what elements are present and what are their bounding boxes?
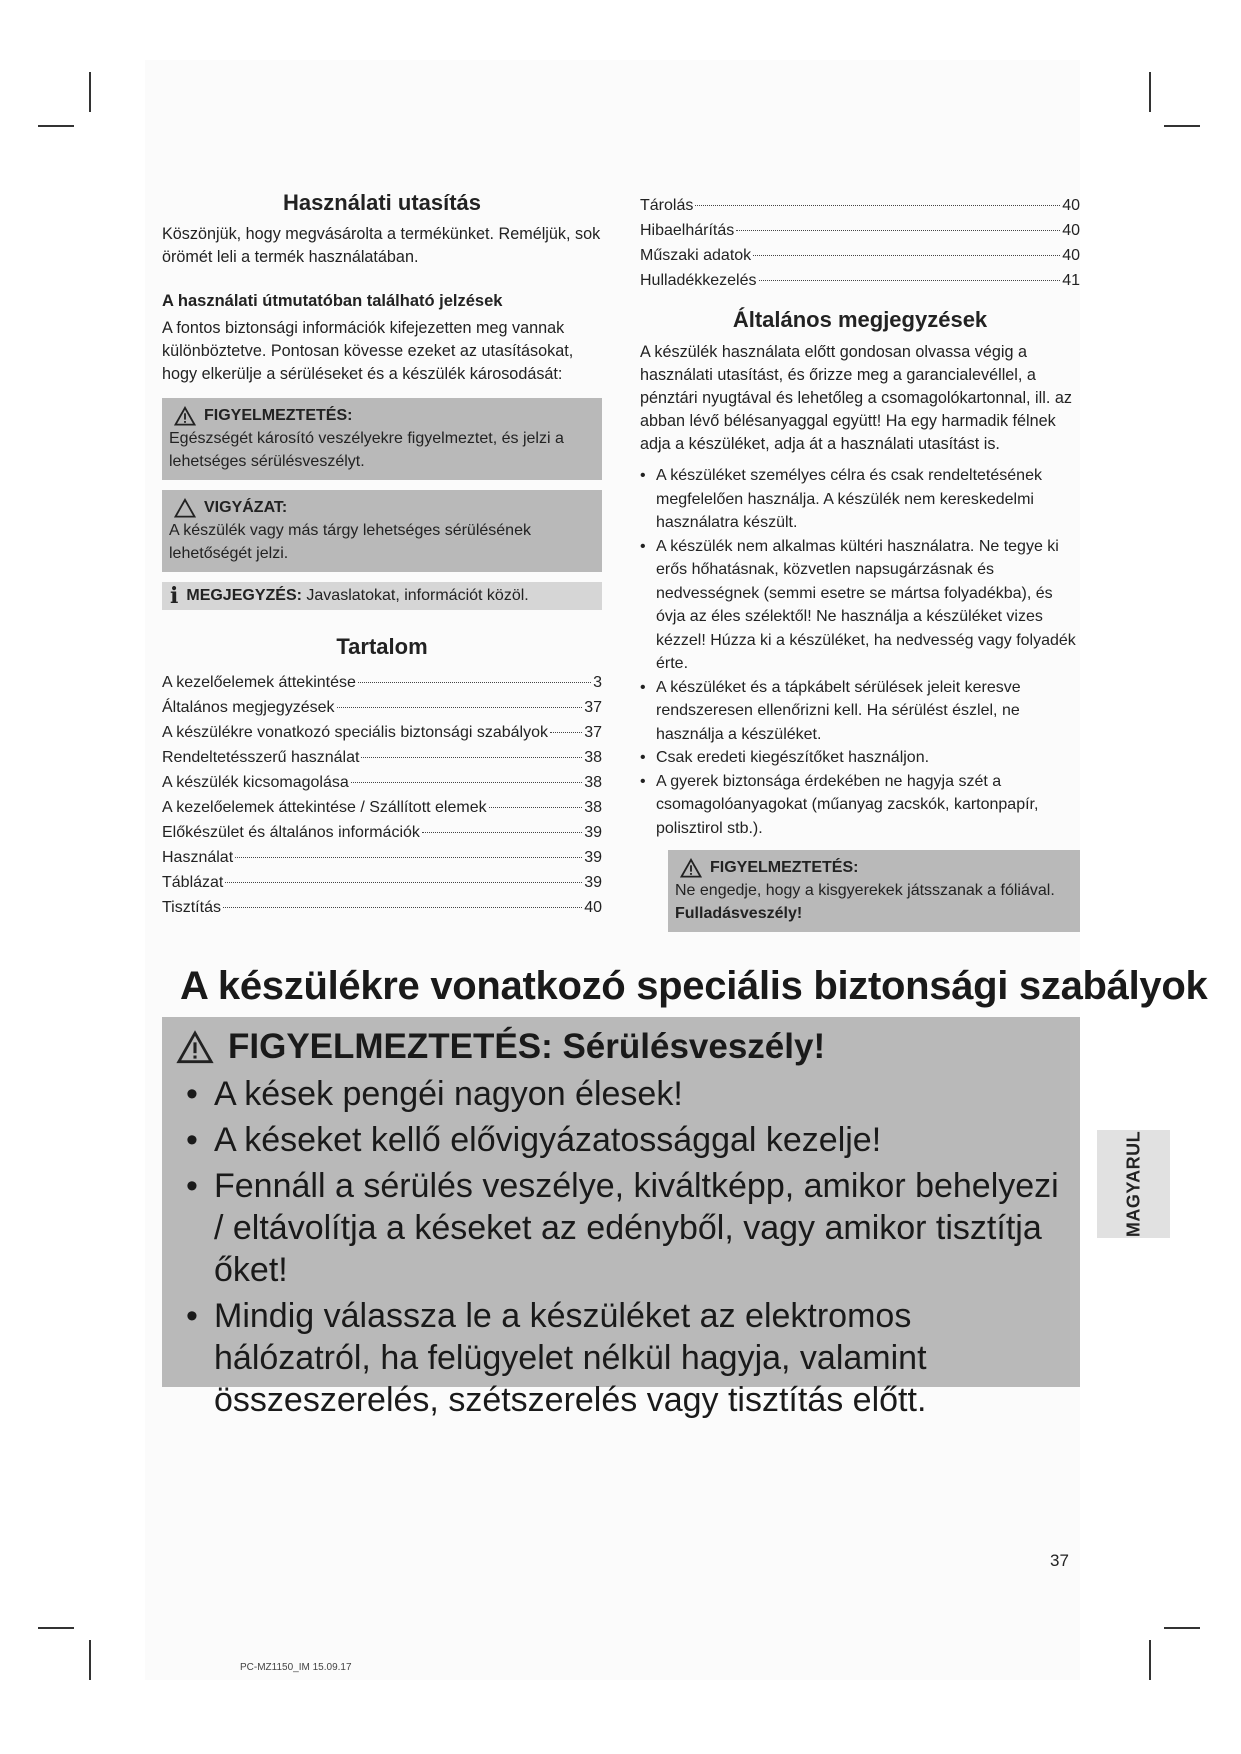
page-number: 37 bbox=[1050, 1551, 1069, 1570]
warning-text: Ne engedje, hogy a kisgyerekek játsszanak a fóliával. bbox=[675, 882, 1055, 899]
toc-entry-page: 38 bbox=[584, 799, 602, 816]
note-text: Javaslatokat, információt közöl. bbox=[306, 587, 529, 604]
warning-emphasis: Fulladásveszély! bbox=[675, 905, 803, 922]
toc-entry-page: 40 bbox=[1062, 222, 1080, 239]
toc-entry bbox=[162, 720, 602, 745]
toc-entry-page: 39 bbox=[584, 849, 602, 866]
footer-code: PC-MZ1150_IM 15.09.17 bbox=[240, 1662, 352, 1673]
toc-entry-title: Műszaki adatok bbox=[640, 247, 752, 264]
toc-entry-title: A készülék kicsomagolása bbox=[162, 774, 349, 791]
toc-entry-page: 39 bbox=[584, 824, 602, 841]
crop-mark bbox=[89, 1640, 91, 1680]
toc-entry bbox=[640, 243, 1080, 268]
left-column bbox=[162, 190, 602, 920]
table-of-contents bbox=[162, 670, 602, 920]
toc-entry-title: Használat bbox=[162, 849, 234, 866]
toc-entry-title: Általános megjegyzések bbox=[162, 699, 335, 716]
list-item: • Csak eredeti kiegészítőket használjon. bbox=[640, 746, 1080, 770]
warning-text: Egészségét károsító veszélyekre figyelmeztet, és jelzi a lehetséges sérülésveszélyt. bbox=[169, 430, 564, 470]
toc-entry-page: 38 bbox=[584, 749, 602, 766]
toc-leader-dots bbox=[351, 782, 582, 783]
safety-warning-head: FIGYELMEZTETÉS: Sérülésveszély! bbox=[228, 1027, 826, 1066]
symbols-heading: A használati útmutatóban található jelzések bbox=[162, 292, 503, 310]
info-icon: i bbox=[170, 583, 179, 609]
toc-leader-dots bbox=[422, 832, 582, 833]
list-item: • A készüléket személyes célra és csak rendeltetésének megfelelően használja. A készülék nem kereskedelmi használatra készült. bbox=[640, 464, 1080, 535]
toc-entry bbox=[162, 770, 602, 795]
toc-entry-page: 40 bbox=[1062, 197, 1080, 214]
list-item: • A készülék nem alkalmas kültéri használatra. Ne tegye ki erős hőhatásnak, közvetlen napsugárzásnak és nedvességnek (semmi esetre se mártsa folyadékba), és óvja az éles szélektől! Ne használja a készüléket vizes kézzel! Húzza ki a készüléket, ha nedvesség vagy folyadék érte. bbox=[640, 535, 1080, 676]
safety-list-item: • A kések pengéi nagyon élesek! bbox=[176, 1073, 1060, 1115]
toc-entry-title: Hulladékkezelés bbox=[640, 272, 757, 289]
toc-entry-page: 3 bbox=[593, 674, 602, 691]
safety-title: A készülékre vonatkozó speciális biztonsági szabályok bbox=[180, 964, 1208, 1008]
toc-leader-dots bbox=[337, 707, 583, 708]
caution-triangle-icon bbox=[174, 498, 196, 518]
toc-entry-page: 37 bbox=[584, 724, 602, 741]
toc-entry-page: 40 bbox=[1062, 247, 1080, 264]
toc-leader-dots bbox=[358, 682, 591, 683]
warning-triangle-icon bbox=[176, 1030, 214, 1064]
toc-entry-title: Tisztítás bbox=[162, 899, 221, 916]
toc-leader-dots bbox=[223, 907, 582, 908]
toc-leader-dots bbox=[550, 732, 582, 733]
toc-leader-dots bbox=[695, 205, 1060, 206]
general-notes-title: Általános megjegyzések bbox=[732, 307, 988, 332]
toc-entry-title: Táblázat bbox=[162, 874, 224, 891]
toc-entry bbox=[162, 820, 602, 845]
list-item: • A készüléket és a tápkábelt sérülések jeleit keresve rendszeresen ellenőrizni kell. Ha sérülést észlel, ne használja a készüléket. bbox=[640, 676, 1080, 747]
toc-entry bbox=[162, 845, 602, 870]
crop-mark bbox=[1164, 125, 1200, 127]
warning-label: FIGYELMEZTETÉS: bbox=[710, 859, 859, 876]
toc-entry-title: Hibaelhárítás bbox=[640, 222, 735, 239]
toc-entry bbox=[640, 193, 1080, 218]
caution-text: A készülék vagy más tárgy lehetséges sérülésének lehetőségét jelzi. bbox=[169, 522, 531, 562]
crop-mark bbox=[89, 72, 91, 112]
toc-entry-title: A kezelőelemek áttekintése / Szállított elemek bbox=[162, 799, 487, 816]
toc-entry-page: 38 bbox=[584, 774, 602, 791]
warning-label: FIGYELMEZTETÉS: bbox=[204, 407, 353, 424]
crop-mark bbox=[1164, 1627, 1200, 1629]
toc-leader-dots bbox=[225, 882, 582, 883]
toc-leader-dots bbox=[759, 280, 1061, 281]
general-notes-text: A készülék használata előtt gondosan olvassa végig a használati utasítást, és őrizze meg a garancialevéllel, a pénztári nyugtával és lehetőleg a csomagolókartonnal, ill. az abban lévő bélésanyaggal együtt! Ha egy harmadik félnek adja a készüléket, adja át a használati utasítást is. bbox=[640, 343, 1072, 453]
toc-leader-dots bbox=[489, 807, 583, 808]
toc-leader-dots bbox=[753, 255, 1060, 256]
manual-title: Használati utasítás bbox=[282, 190, 482, 215]
toc-entry-title: A kezelőelemek áttekintése bbox=[162, 674, 356, 691]
toc-entry-title: Rendeltetésszerű használat bbox=[162, 749, 360, 766]
toc-entry-page: 39 bbox=[584, 874, 602, 891]
safety-warning-box bbox=[162, 1017, 1080, 1419]
crop-mark bbox=[38, 1627, 74, 1629]
note-label: MEGJEGYZÉS: bbox=[186, 587, 302, 604]
toc-entry-page: 37 bbox=[584, 699, 602, 716]
table-of-contents-continued bbox=[640, 193, 1080, 293]
foil-warning-box bbox=[668, 850, 1080, 932]
toc-entry bbox=[162, 670, 602, 695]
language-tab bbox=[1097, 1130, 1170, 1238]
toc-leader-dots bbox=[235, 857, 582, 858]
toc-entry-page: 40 bbox=[584, 899, 602, 916]
toc-entry bbox=[162, 795, 602, 820]
toc-entry bbox=[162, 870, 602, 895]
warning-triangle-icon bbox=[174, 406, 196, 426]
toc-title: Tartalom bbox=[336, 634, 428, 659]
list-item: • A gyerek biztonsága érdekében ne hagyja szét a csomagolóanyagokat (műanyag zacskók, kartonpapír, polisztirol stb.). bbox=[640, 770, 1080, 841]
toc-entry bbox=[162, 895, 602, 920]
right-column bbox=[640, 193, 1080, 932]
note-box bbox=[162, 582, 602, 610]
toc-entry bbox=[162, 695, 602, 720]
safety-list bbox=[176, 1073, 1060, 1421]
toc-entry-title: Tárolás bbox=[640, 197, 694, 214]
toc-leader-dots bbox=[736, 230, 1060, 231]
caution-box bbox=[162, 490, 602, 572]
toc-entry-page: 41 bbox=[1062, 272, 1080, 289]
toc-entry-title: Előkészület és általános információk bbox=[162, 824, 420, 841]
safety-list-item: • Mindig válassza le a készüléket az elektromos hálózatról, ha felügyelet nélkül hagyja, valamint összeszerelés, szétszerelés vagy tisztítás előtt. bbox=[176, 1295, 1060, 1421]
general-notes-list bbox=[640, 464, 1080, 840]
crop-mark bbox=[38, 125, 74, 127]
warning-box bbox=[162, 398, 602, 480]
toc-entry bbox=[162, 745, 602, 770]
language-tab-label: MAGYARUL bbox=[1123, 1130, 1143, 1238]
crop-mark bbox=[1149, 1640, 1151, 1680]
toc-entry bbox=[640, 268, 1080, 293]
caution-label: VIGYÁZAT: bbox=[204, 499, 288, 516]
symbols-text: A fontos biztonsági információk kifejezetten meg vannak különböztetve. Pontosan kövesse ezeket az utasításokat, hogy elkerülje a sérüléseket és a készülék károsodását: bbox=[162, 319, 574, 383]
toc-entry bbox=[640, 218, 1080, 243]
crop-mark bbox=[1149, 72, 1151, 112]
safety-list-item: • A késeket kellő elővigyázatossággal kezelje! bbox=[176, 1119, 1060, 1161]
toc-leader-dots bbox=[361, 757, 582, 758]
safety-list-item: • Fennáll a sérülés veszélye, kiváltképp, amikor behelyezi / eltávolítja a késeket az edényből, vagy amikor tisztítja őket! bbox=[176, 1165, 1060, 1291]
warning-triangle-icon bbox=[680, 858, 702, 878]
intro-text: Köszönjük, hogy megvásárolta a termékünket. Reméljük, sok örömét leli a termék használatában. bbox=[162, 225, 601, 266]
toc-entry-title: A készülékre vonatkozó speciális biztonsági szabályok bbox=[162, 724, 548, 741]
